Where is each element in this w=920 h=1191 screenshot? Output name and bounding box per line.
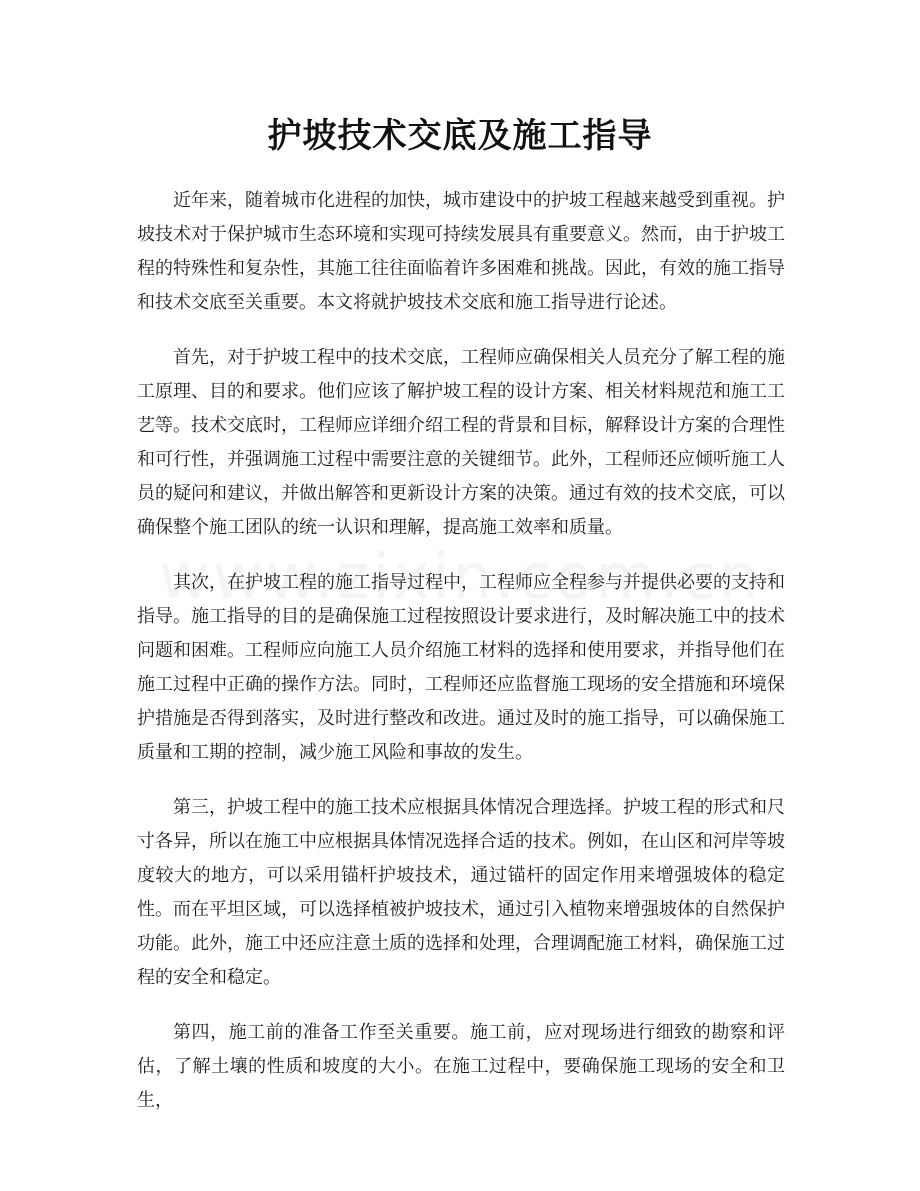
paragraph-5: 第四，施工前的准备工作至关重要。施工前，应对现场进行细致的勘察和评估，了解土壤的性质和坡度的大小。在施工过程中，要确保施工现场的安全和卫生， [137,1022,785,1111]
paragraph-1: 近年来，随着城市化进程的加快，城市建设中的护坡工程越来越受到重视。护坡技术对于保护城市生态环境和实现可持续发展具有重要意义。然而，由于护坡工程的特殊性和复杂性，其施工往往面临着许多困难和挑战。因此，有效的施工指导和技术交底至关重要。本文将就护坡技术交底和施工指导进行论述。 [137,190,785,313]
paragraph-2: 首先，对于护坡工程中的技术交底，工程师应确保相关人员充分了解工程的施工原理、目的和要求。他们应该了解护坡工程的设计方案、相关材料规范和施工工艺等。技术交底时，工程师应详细介绍工程的背景和目标，解释设计方案的合理性和可行性，并强调施工过程中需要注意的关键细节。此外，工程师还应倾听施工人员的疑问和建议，并做出解答和更新设计方案的决策。通过有效的技术交底，可以确保整个施工团队的统一认识和理解，提高施工效率和质量。 [137,347,785,538]
paragraph-3: 其次，在护坡工程的施工指导过程中，工程师应全程参与并提供必要的支持和指导。施工指导的目的是确保施工过程按照设计要求进行，及时解决施工中的技术问题和困难。工程师应向施工人员介绍施工材料的选择和使用要求，并指导他们在施工过程中正确的操作方法。同时，工程师还应监督施工现场的安全措施和环境保护措施是否得到落实，及时进行整改和改进。通过及时的施工指导，可以确保施工质量和工期的控制，减少施工风险和事故的发生。 [137,572,785,763]
document-body [137,184,785,1139]
page-title: 护坡技术交底及施工指导 [267,116,653,156]
paragraph-4: 第三，护坡工程中的施工技术应根据具体情况合理选择。护坡工程的形式和尺寸各异，所以在施工中应根据具体情况选择合适的技术。例如，在山区和河岸等坡度较大的地方，可以采用锚杆护坡技术，通过锚杆的固定作用来增强坡体的稳定性。而在平坦区域，可以选择植被护坡技术，通过引入植物来增强坡体的自然保护功能。此外，施工中还应注意土质的选择和处理，合理调配施工材料，确保施工过程的安全和稳定。 [137,797,785,988]
